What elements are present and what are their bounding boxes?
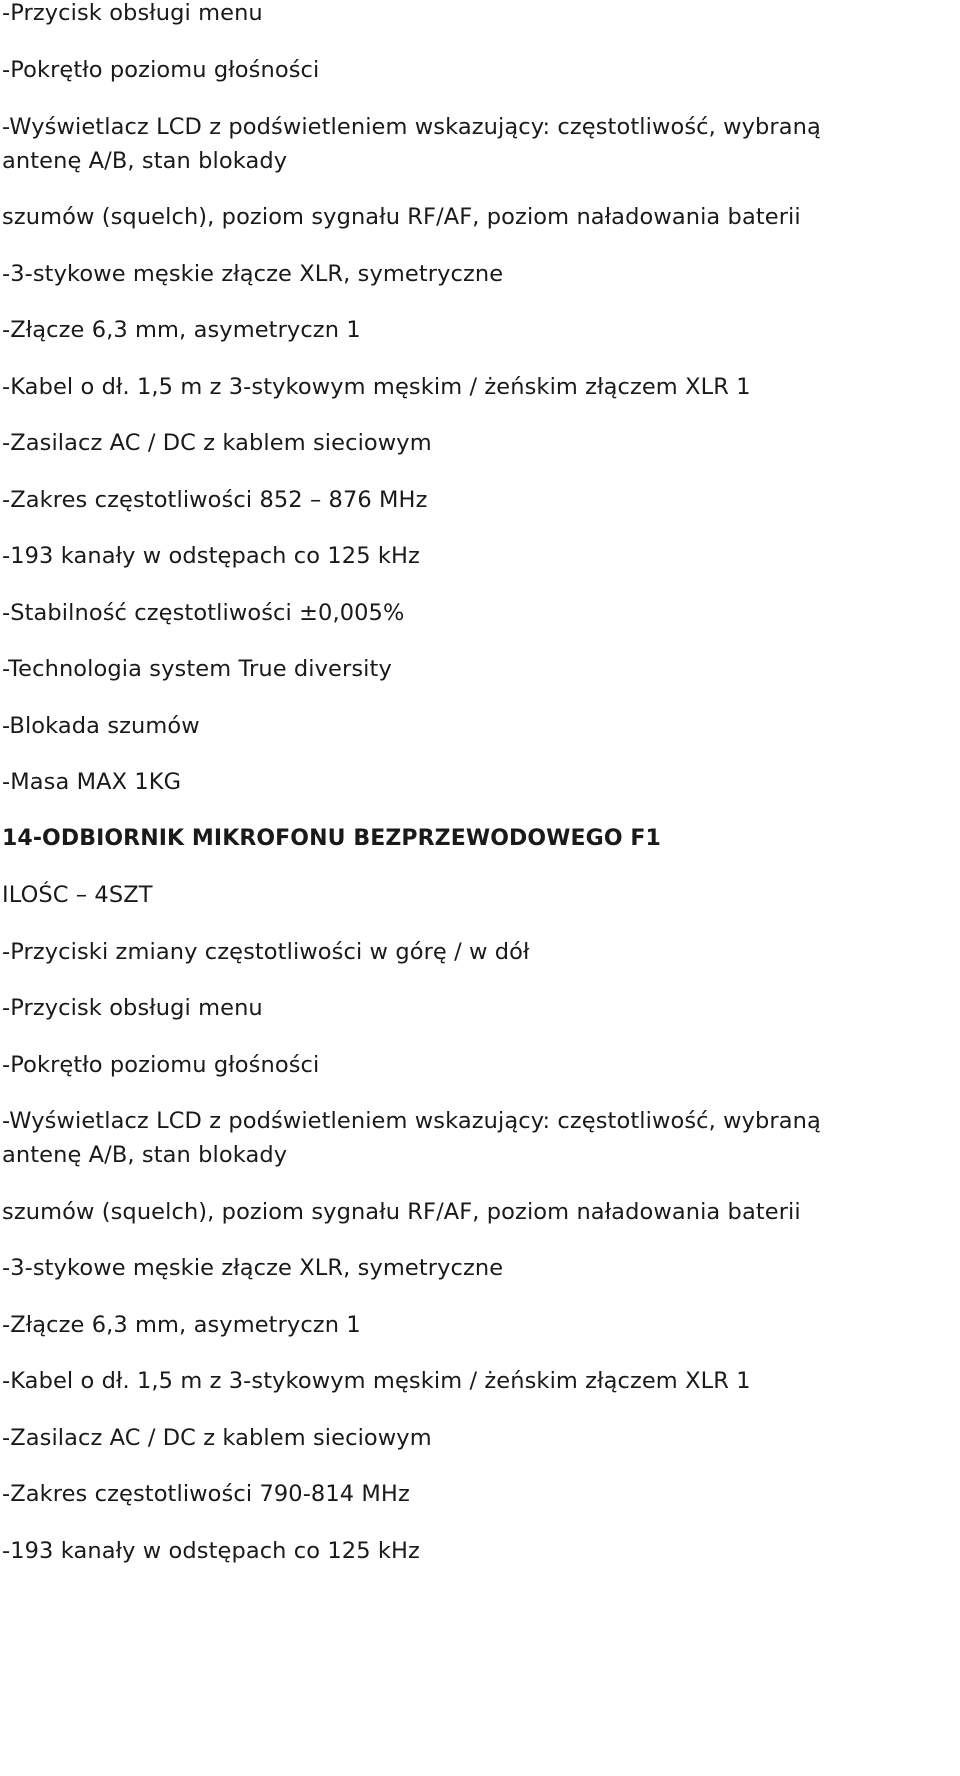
text-line: szumów (squelch), poziom sygnału RF/AF, poziom naładowania baterii (2, 204, 801, 230)
text-line: -Zakres częstotliwości 790-814 MHz (2, 1481, 410, 1507)
text-line: -Zasilacz AC / DC z kablem sieciowym (2, 430, 432, 456)
text-line: -Złącze 6,3 mm, asymetryczn 1 (2, 317, 361, 343)
text-line: -Złącze 6,3 mm, asymetryczn 1 (2, 1312, 361, 1338)
text-line: -3-stykowe męskie złącze XLR, symetryczne (2, 261, 504, 287)
text-line: -3-stykowe męskie złącze XLR, symetryczne (2, 1255, 504, 1281)
text-line: -Wyświetlacz LCD z podświetleniem wskazujący: częstotliwość, wybraną (2, 114, 821, 140)
section-heading: 14-ODBIORNIK MIKROFONU BEZPRZEWODOWEGO F1 (2, 826, 661, 851)
text-line: -Zasilacz AC / DC z kablem sieciowym (2, 1425, 432, 1451)
text-line: -Przycisk obsługi menu (2, 0, 263, 26)
text-line: antenę A/B, stan blokady (2, 1142, 288, 1168)
text-line: -Pokrętło poziomu głośności (2, 1052, 320, 1078)
text-line: -Kabel o dł. 1,5 m z 3-stykowym męskim / żeńskim złączem XLR 1 (2, 374, 751, 400)
text-line: -Przycisk obsługi menu (2, 995, 263, 1021)
text-line: ILOŚC – 4SZT (2, 882, 153, 908)
text-line: -Technologia system True diversity (2, 656, 392, 682)
text-line: -Pokrętło poziomu głośności (2, 57, 320, 83)
text-line: -Stabilność częstotliwości ±0,005% (2, 600, 405, 626)
text-line: -Wyświetlacz LCD z podświetleniem wskazujący: częstotliwość, wybraną (2, 1108, 821, 1134)
text-line: -193 kanały w odstępach co 125 kHz (2, 1538, 420, 1564)
text-line: -193 kanały w odstępach co 125 kHz (2, 543, 420, 569)
text-line: antenę A/B, stan blokady (2, 148, 288, 174)
text-line: -Blokada szumów (2, 713, 200, 739)
text-line: szumów (squelch), poziom sygnału RF/AF, poziom naładowania baterii (2, 1199, 801, 1225)
text-line: -Masa MAX 1KG (2, 769, 182, 795)
text-line: -Przyciski zmiany częstotliwości w górę / w dół (2, 939, 530, 965)
text-line: -Kabel o dł. 1,5 m z 3-stykowym męskim / żeńskim złączem XLR 1 (2, 1368, 751, 1394)
text-line: -Zakres częstotliwości 852 – 876 MHz (2, 487, 428, 513)
